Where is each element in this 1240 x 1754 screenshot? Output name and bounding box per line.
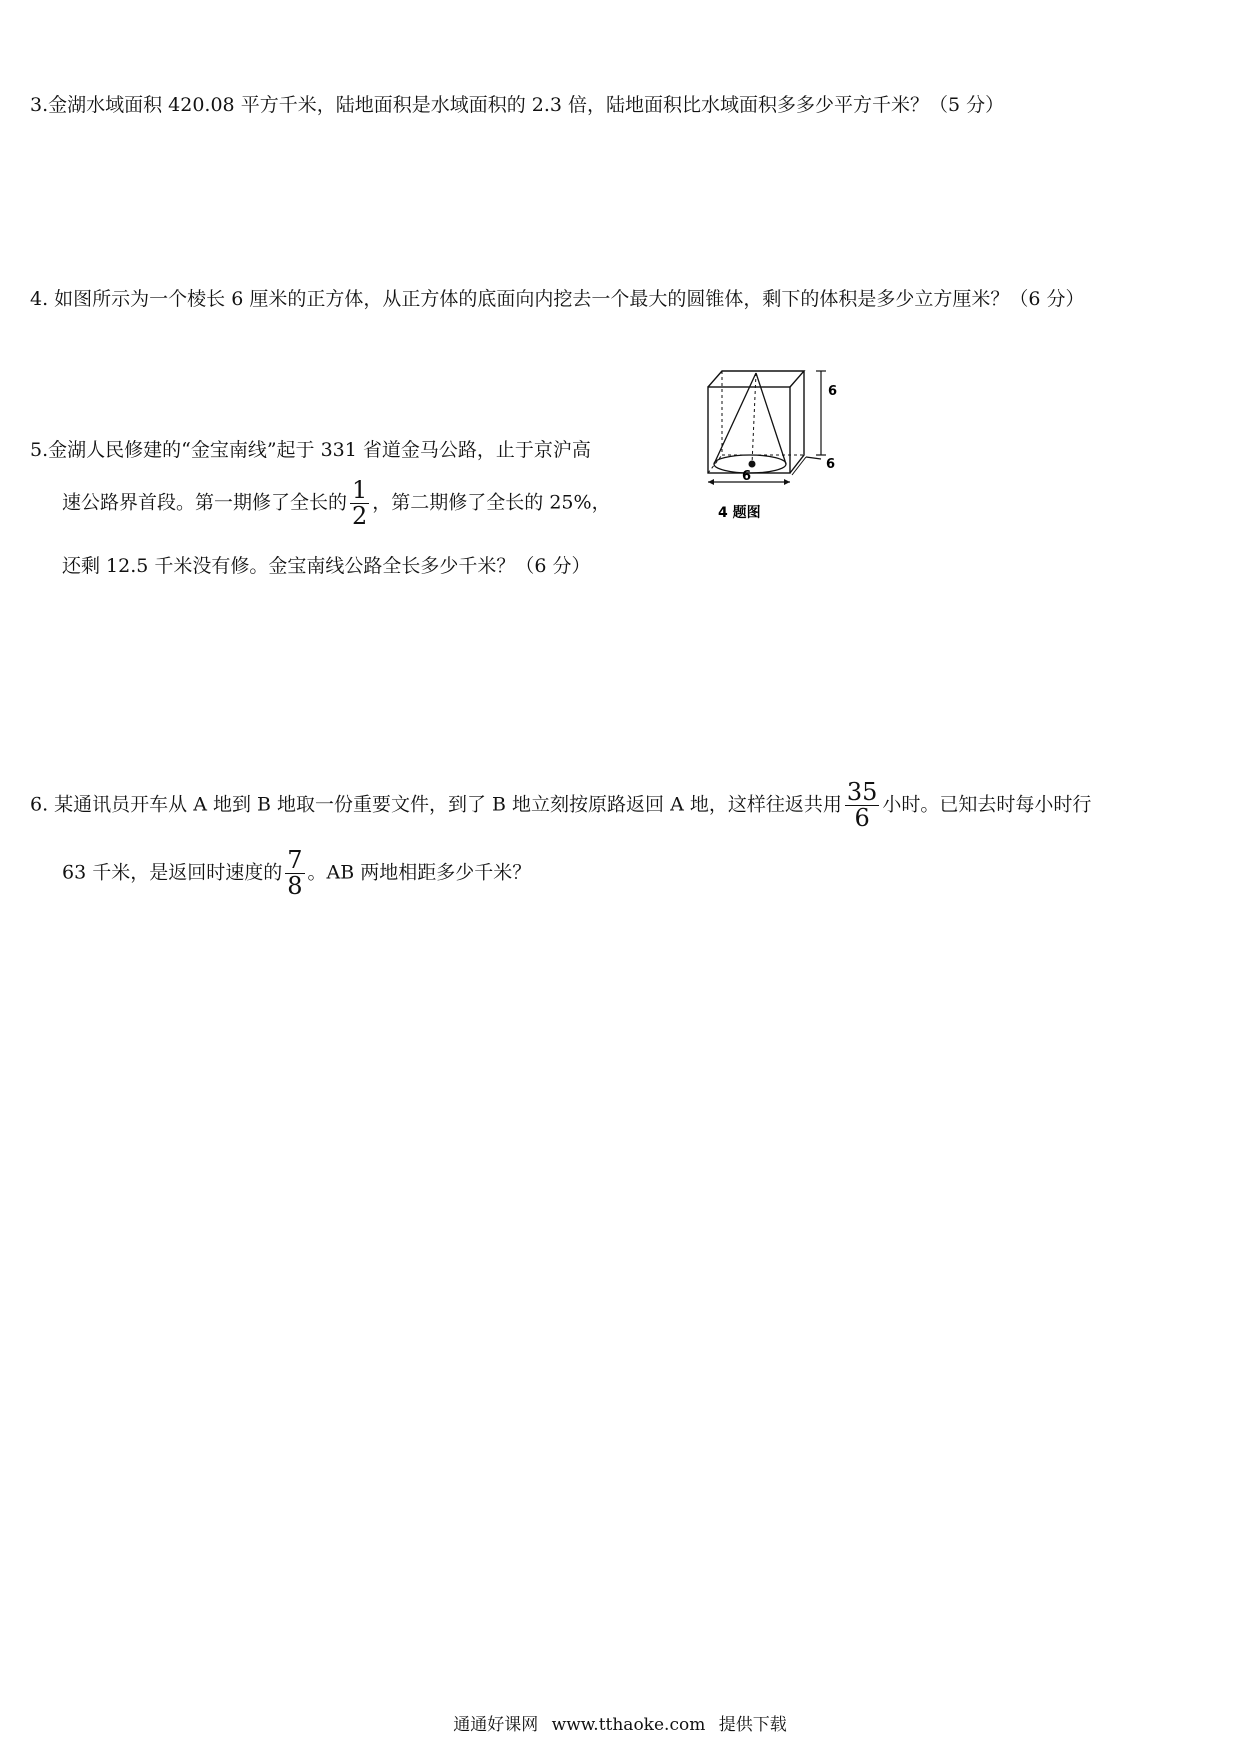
question-6-line-2-post: 。AB 两地相距多少千米？ xyxy=(307,861,532,884)
fraction-denominator: 6 xyxy=(854,804,870,833)
fraction-numerator: 7 xyxy=(287,846,303,874)
question-3 xyxy=(30,96,1004,115)
footer-site-name: 通通好课网 xyxy=(453,1715,539,1735)
depth-label: 6 xyxy=(826,457,836,472)
hidden-edge-diagonal xyxy=(708,455,722,473)
width-label: 6 xyxy=(742,469,752,484)
question-4-text: 4. 如图所示为一个棱长 6 厘米的正方体，从正方体的底面向内挖去一个最大的圆锥体，剩下的体积是多少立方厘米？（6 分） xyxy=(30,288,1085,310)
fraction-denominator: 2 xyxy=(352,502,368,531)
footer-suffix: 提供下载 xyxy=(718,1715,787,1735)
question-6-line-1-post: 小时。已知去时每小时行 xyxy=(882,793,1092,816)
cone-center-dot xyxy=(749,461,756,468)
cube-front-face xyxy=(708,387,790,473)
cube-right-face xyxy=(790,371,804,473)
question-5-line-2-pre: 速公路界首段。第一期修了全长的 xyxy=(62,491,348,514)
question-5-line-1: 5.金湖人民修建的“金宝南线”起于 331 省道金马公路，止于京沪高 xyxy=(30,439,591,461)
fraction-numerator: 1 xyxy=(352,476,368,504)
figure-caption: 4 题图 xyxy=(718,505,761,521)
fraction-numerator: 35 xyxy=(846,778,878,806)
question-4 xyxy=(30,290,1084,309)
question-5-line-3: 还剩 12.5 千米没有修。金宝南线公路全长多少千米？（6 分） xyxy=(62,555,591,577)
fraction-one-half xyxy=(350,478,369,529)
fraction-denominator: 8 xyxy=(287,872,303,901)
page-footer xyxy=(0,1710,1240,1735)
cube-cone-figure xyxy=(700,355,850,530)
question-6-line-1-pre: 6. 某通讯员开车从 A 地到 B 地取一份重要文件，到了 B 地立刻按原路返回 A 地，这样往返共用 xyxy=(30,793,842,816)
width-arrow-right xyxy=(784,479,790,485)
depth-dimension-edge xyxy=(792,457,806,475)
fraction-thirty-five-sixths xyxy=(845,780,880,831)
cube-cone-diagram xyxy=(700,355,850,530)
fraction-seven-eighths xyxy=(285,848,304,899)
footer-url[interactable]: www.tthaoke.com xyxy=(551,1715,706,1735)
height-label: 6 xyxy=(828,384,838,399)
depth-dimension-line xyxy=(806,457,821,459)
question-3-text: 3.金湖水域面积 420.08 平方千米，陆地面积是水域面积的 2.3 倍，陆地面积比水域面积多多少平方千米？（5 分） xyxy=(30,94,1005,116)
question-6-line-2-pre: 63 千米，是返回时速度的 xyxy=(62,861,283,884)
width-arrow-left xyxy=(708,479,714,485)
question-5-line-2-post: ，第二期修了全长的 25%， xyxy=(372,491,611,514)
